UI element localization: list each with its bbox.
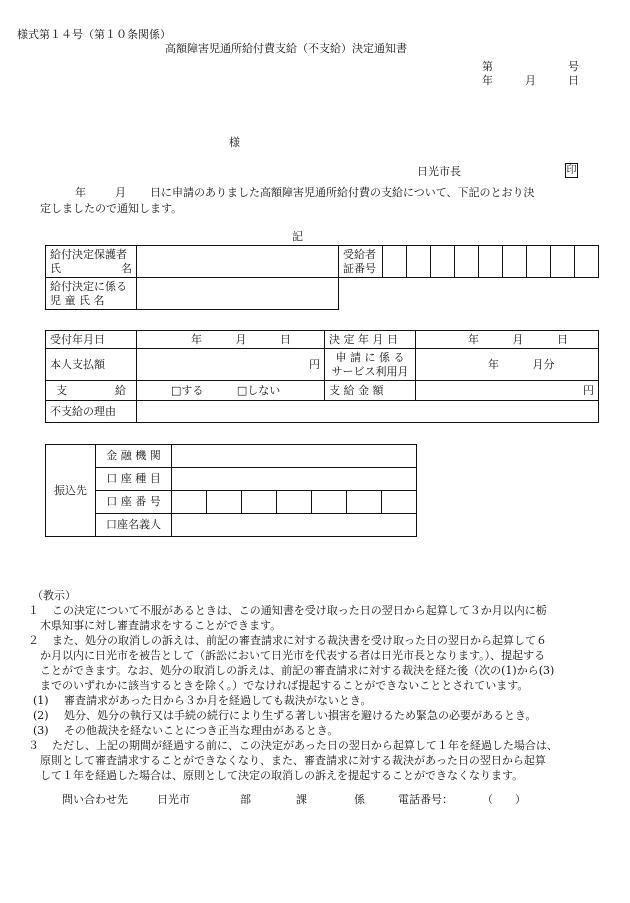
ki-heading: 記 [292,230,303,243]
service-label-line1: 申 請 に 係 る [335,350,405,364]
date-day: 日 [568,74,579,87]
intro-month: 月 [115,186,126,199]
notice-2-line3: ことができます。なお、処分の取消しの訴えは、前記の審査請求に対する裁決を経た後（次の(1)から(3) [40,664,555,677]
sub-2-text: 処分、処分の執行又は手続の続行により生ずる著しい損害を避けるため緊急の必要があるとき。 [64,709,537,722]
decision-table [45,330,599,423]
recipient-number-digit[interactable] [551,246,575,278]
number-prefix: 第 [482,60,493,73]
sub-3-text: その他裁決を経ないことにつき正当な理由があるとき。 [64,724,339,737]
notice-1-line1: この決定について不服があるときは、この通知書を受け取った日の翌日から起算して３か月以内に栃 [52,604,547,617]
self-pay-label: 本人支払額 [46,349,137,381]
notice-3-line2: 原則として審査請求することができなくなり、また、審査請求に対する裁決があった日の翌日から起算 [40,754,546,767]
notice-1-line2: 木県知事に対し審査請求をすることができます。 [40,619,282,632]
sub-2-number: (2) [33,709,49,722]
table1-blank [339,278,599,310]
reason-label: 不支給の理由 [46,401,137,423]
seal-mark: 印 [566,165,577,176]
account-number-digit[interactable] [172,491,207,514]
date-month: 月 [525,74,536,87]
notice-2-line2: か月以内に日光市を被告として（訴訟において日光市を代表する者は日光市長となります。）、提起する [40,649,546,662]
recipient-number-digit[interactable] [575,246,599,278]
payment-label [46,381,137,401]
notice-3-line1: ただし、上記の期間が経過する前に、この決定があった日の翌日から起算して１年を経過した場合は、 [52,739,558,752]
form-number: 様式第１４号（第１０条関係） [17,28,171,41]
decision-day: 日 [557,332,568,346]
option-nopay-checkbox[interactable]: □しない [236,383,281,397]
self-pay-field[interactable] [137,349,325,381]
sub-1-text: 審査請求があった日から３か月を経過しても裁決がないとき。 [64,694,372,707]
account-number-label: 口 座 番 号 [96,491,172,514]
guardian-name-field[interactable] [137,246,339,278]
decision-year: 年 [468,332,479,346]
bank-label: 金 融 機 関 [96,445,172,468]
issuer-name: 日光市長 [417,165,461,178]
intro-text: 日に申請のありました高額障害児通所給付費の支給について、下記のとおり決 [150,186,535,199]
recipient-number-digit[interactable] [407,246,431,278]
service-month-label [325,349,416,381]
notice-3-number: ３ [28,739,39,752]
account-number-digit[interactable] [207,491,242,514]
account-type-label: 口 座 種 目 [96,468,172,491]
account-number-digit[interactable] [277,491,312,514]
contact-phone-paren: （ ） [482,793,526,806]
intro-year: 年 [75,186,86,199]
recipient-number-digit[interactable] [431,246,455,278]
account-type-field[interactable] [172,468,417,491]
notice-1-number: １ [28,604,39,617]
received-year: 年 [191,332,202,346]
service-year: 年 [488,357,499,371]
recipient-label-line1: 受給者 [343,247,376,261]
payment-label-b: 給 [115,383,126,397]
addressee-suffix: 様 [229,136,240,149]
document-title: 高額障害児通所給付費支給（不支給）決定通知書 [165,42,407,55]
account-number-digit[interactable] [382,491,417,514]
transfer-label: 振込先 [46,445,96,537]
service-month-field[interactable] [416,349,599,381]
payment-options [137,381,325,401]
service-label-line2: サービス利用月 [331,364,409,378]
notice-2-line4: までのいずれかに該当するときを除く。）でなければ提起することができないこととされています。 [40,679,529,692]
transfer-table [45,444,417,537]
recipient-number-digit[interactable] [527,246,551,278]
child-label-line2: 児 童 氏 名 [50,293,105,307]
contact-unit: 係 [354,793,365,806]
received-day: 日 [280,332,291,346]
received-month: 月 [235,332,247,346]
number-suffix: 号 [568,60,579,73]
amount-label: 支 給 金 額 [325,381,416,401]
contact-phone-label: 電話番号： [398,793,453,806]
recipient-number-digit[interactable] [503,246,527,278]
contact-dept: 部 [240,793,251,806]
recipient-number-digit[interactable] [479,246,503,278]
decision-month: 月 [512,332,524,346]
decision-date-field[interactable] [416,331,599,349]
guardian-label-shi: 氏 [50,261,61,275]
account-number-digit[interactable] [242,491,277,514]
child-label [46,278,137,310]
contact-city: 日光市 [157,793,190,806]
notice-2-line1: また、処分の取消しの訴えは、前記の審査請求に対する裁決書を受け取った日の翌日から起算して６ [52,634,547,647]
recipient-label-line2: 証番号 [343,261,376,275]
child-label-line1: 給付決定に係る [50,279,127,293]
service-month: 月分 [532,357,555,371]
recipient-number-label [339,246,383,278]
contact-label: 問い合わせ先 [62,793,128,806]
reason-field[interactable] [137,401,599,423]
received-date-label: 受付年月日 [46,331,137,349]
self-pay-yen: 円 [309,357,320,371]
guardian-label [46,246,137,278]
notice-3-line3: して１年を経過した場合は、原則として決定の取消しの訴えを提起することができなくなります。 [40,769,524,782]
decision-date-label: 決 定 年 月 日 [325,331,416,349]
recipient-table [45,245,599,310]
date-year: 年 [482,74,493,87]
intro-text-2: 定しましたので通知します。 [40,202,183,215]
bank-field[interactable] [172,445,417,468]
contact-section: 課 [296,793,307,806]
received-date-field[interactable] [137,331,325,349]
amount-field[interactable] [416,381,599,401]
sub-1-number: (1) [33,694,49,707]
account-number-digit[interactable] [347,491,382,514]
recipient-number-digit[interactable] [383,246,407,278]
account-name-field[interactable] [172,514,417,537]
option-pay-checkbox[interactable]: □する [171,383,204,397]
notice-heading: （教示） [32,589,76,602]
child-name-field[interactable] [137,278,339,310]
account-number-digit[interactable] [312,491,347,514]
account-name-label: 口座名義人 [96,514,172,537]
payment-label-a: 支 [56,383,67,397]
sub-3-number: (3) [33,724,49,737]
notice-2-number: ２ [28,634,39,647]
guardian-label-mei: 名 [121,261,132,275]
guardian-label-line1: 給付決定保護者 [50,247,127,261]
amount-yen: 円 [583,383,594,397]
recipient-number-digit[interactable] [455,246,479,278]
